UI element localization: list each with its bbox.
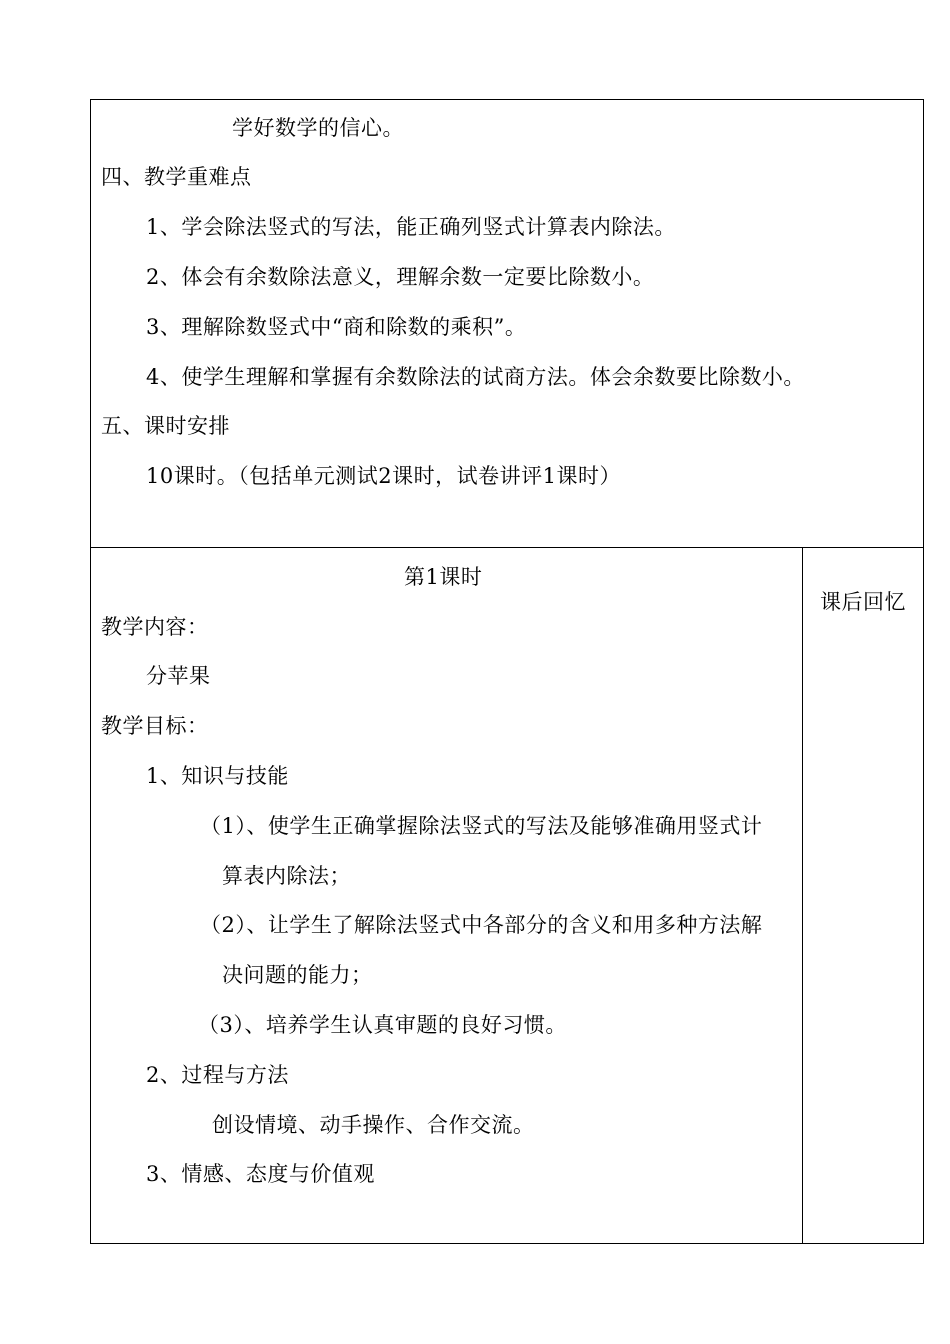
goal-1-c: （3）、培养学生认真审题的良好习惯。 <box>198 1013 567 1037</box>
key-point-3: 3、理解除数竖式中“商和除数的乘积”。 <box>146 315 527 339</box>
goal-1-a-line2: 算表内除法； <box>222 864 351 888</box>
content-label: 教学内容： <box>101 615 209 639</box>
table-column-divider <box>802 547 803 1244</box>
schedule-text: 10课时。（包括单元测试2课时，试卷讲评1课时） <box>146 464 621 488</box>
key-point-2: 2、体会有余数除法意义，理解余数一定要比除数小。 <box>146 265 655 289</box>
goal-1-b-line1: （2）、让学生了解除法竖式中各部分的含义和用多种方法解 <box>200 913 763 937</box>
goal-3-heading: 3、情感、态度与价值观 <box>146 1162 375 1186</box>
heading-key-points: 四、教学重难点 <box>101 165 252 189</box>
goal-1-b-line2: 决问题的能力； <box>222 963 373 987</box>
goal-2-heading: 2、过程与方法 <box>146 1063 289 1087</box>
goal-2-text: 创设情境、动手操作、合作交流。 <box>212 1113 535 1137</box>
goals-label: 教学目标： <box>101 714 209 738</box>
lesson-title: 第1课时 <box>404 565 483 589</box>
key-point-1: 1、学会除法竖式的写法，能正确列竖式计算表内除法。 <box>146 215 676 239</box>
goal-1-heading: 1、知识与技能 <box>146 764 289 788</box>
text-confidence: 学好数学的信心。 <box>232 116 404 140</box>
heading-schedule: 五、课时安排 <box>101 414 230 438</box>
key-point-4: 4、使学生理解和掌握有余数除法的试商方法。体会余数要比除数小。 <box>146 365 805 389</box>
side-note-review: 课后回忆 <box>820 590 906 614</box>
content-value: 分苹果 <box>146 664 211 688</box>
goal-1-a-line1: （1）、使学生正确掌握除法竖式的写法及能够准确用竖式计 <box>200 814 763 838</box>
table-row-divider <box>90 547 924 548</box>
